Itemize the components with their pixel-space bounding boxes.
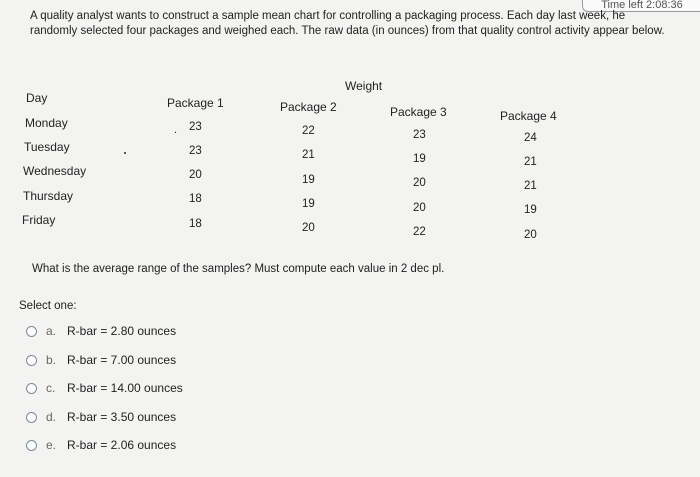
radio-button-c[interactable]: [26, 383, 37, 394]
day-label-wednesday: Wednesday: [23, 164, 87, 178]
option-text[interactable]: R-bar = 2.80 ounces: [67, 324, 177, 338]
option-letter: e.: [46, 438, 57, 452]
table-cell: 24: [524, 132, 537, 144]
table-cell: 23: [413, 129, 426, 141]
time-left-indicator: Time left 2:08:36: [582, 0, 700, 12]
weight-header: Weight: [345, 79, 383, 93]
day-header: Day: [26, 91, 48, 105]
radio-button-e[interactable]: [26, 440, 37, 451]
option-text[interactable]: R-bar = 2.06 ounces: [67, 438, 177, 452]
day-label-tuesday: Tuesday: [24, 140, 70, 154]
table-cell: 22: [302, 125, 315, 137]
stray-mark: [124, 152, 126, 154]
radio-button-d[interactable]: [26, 412, 37, 423]
table-cell: 18: [189, 193, 202, 205]
table-cell: 19: [302, 174, 315, 186]
option-text[interactable]: R-bar = 3.50 ounces: [67, 410, 177, 424]
option-a[interactable]: [26, 323, 176, 339]
radio-button-b[interactable]: [26, 355, 37, 366]
option-letter: c.: [46, 381, 56, 395]
option-e[interactable]: [26, 437, 176, 453]
table-cell: 23: [189, 145, 202, 157]
table-cell: 20: [302, 222, 315, 234]
table-cell: 20: [413, 177, 426, 189]
select-one-label: Select one:: [19, 300, 77, 312]
option-letter: b.: [46, 353, 57, 367]
day-label-friday: Friday: [22, 213, 56, 227]
option-letter: d.: [46, 410, 57, 424]
table-cell: 23: [189, 121, 202, 133]
table-cell: 21: [524, 180, 537, 192]
day-label-monday: Monday: [25, 116, 68, 130]
table-cell: 22: [413, 226, 426, 238]
package-2-header: Package 2: [280, 100, 337, 114]
package-1-header: Package 1: [167, 96, 224, 110]
table-cell: 19: [413, 153, 426, 165]
table-cell: 20: [413, 202, 426, 214]
option-b[interactable]: [26, 352, 176, 368]
option-text[interactable]: R-bar = 7.00 ounces: [67, 353, 177, 367]
table-cell: 19: [302, 198, 315, 210]
package-4-header: Package 4: [500, 109, 557, 123]
question-text: A quality analyst wants to construct a sample mean chart for controlling a packaging process. Each day last week, he randomly selected four packages and weighed each. The raw data (in ounces) from that quality control activity appear below.: [30, 10, 665, 37]
table-cell: 21: [302, 149, 315, 161]
option-c[interactable]: [26, 380, 183, 396]
table-cell: 18: [189, 218, 202, 230]
package-3-header: Package 3: [390, 105, 447, 119]
option-text[interactable]: R-bar = 14.00 ounces: [67, 381, 183, 395]
table-cell: 20: [524, 229, 537, 241]
option-d[interactable]: [26, 409, 176, 425]
option-letter: a.: [46, 324, 57, 338]
question-prompt: What is the average range of the samples? Must compute each value in 2 dec pl.: [32, 263, 445, 275]
stray-dot-mark: .: [174, 124, 178, 136]
table-cell: 20: [189, 169, 202, 181]
table-cell: 21: [524, 156, 537, 168]
table-cell: 19: [524, 204, 537, 216]
day-label-thursday: Thursday: [23, 189, 74, 203]
radio-button-a[interactable]: [26, 326, 37, 337]
